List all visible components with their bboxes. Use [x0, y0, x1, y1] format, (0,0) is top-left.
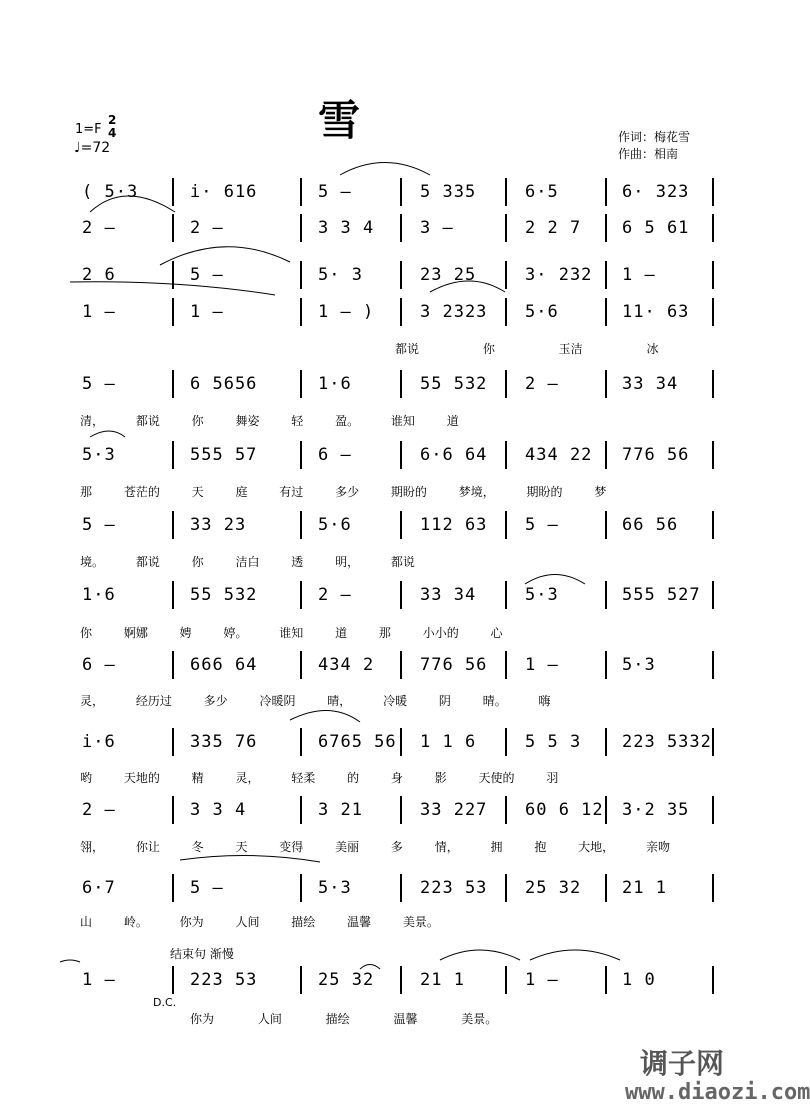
bar-line	[172, 370, 174, 398]
bar-line	[172, 728, 174, 756]
bar-line	[300, 370, 302, 398]
bar-line	[605, 261, 607, 289]
measure-notes: 5· 3	[318, 265, 363, 285]
bar-line	[712, 261, 714, 289]
measure-notes: 6 5656	[190, 374, 258, 394]
bar-line	[300, 511, 302, 539]
bar-line	[712, 581, 714, 609]
bar-line	[400, 298, 402, 326]
bar-line	[172, 441, 174, 469]
measure-notes: 21 1	[420, 970, 465, 990]
score-row	[0, 970, 790, 1010]
bar-line	[605, 581, 607, 609]
measure-notes: 434 22	[525, 445, 593, 465]
bar-line	[400, 966, 402, 994]
time-signature	[108, 114, 116, 140]
tempo-marking	[74, 140, 110, 156]
measure-notes: 5·3	[82, 445, 116, 465]
measure-notes: 5 –	[82, 374, 116, 394]
measure-notes: 223 5332	[622, 732, 712, 752]
bar-line	[300, 581, 302, 609]
measure-notes: 5·6	[318, 515, 352, 535]
bar-line	[400, 261, 402, 289]
lyric-line: 哟 天地的 精 灵， 轻柔 的 身 影 天使的 羽	[80, 771, 559, 785]
measure-notes: 3· 232	[525, 265, 593, 285]
measure-notes: 555 57	[190, 445, 258, 465]
measure-notes: 60 6 12	[525, 800, 604, 820]
bar-line	[172, 261, 174, 289]
measure-notes: 6765 56	[318, 732, 397, 752]
score-row	[0, 265, 790, 305]
bar-line	[712, 966, 714, 994]
measure-notes: 5·3	[525, 585, 559, 605]
measure-notes: 3 2323	[420, 302, 488, 322]
bar-line	[400, 581, 402, 609]
bar-line	[605, 966, 607, 994]
measure-notes: 1·6	[318, 374, 352, 394]
bar-line	[605, 214, 607, 242]
bar-line	[505, 178, 507, 206]
lyric-line: 境。 都说 你 洁白 透 明， 都说	[80, 555, 415, 569]
bar-line	[400, 178, 402, 206]
lyric-line: 都说 你 玉洁 冰	[395, 342, 659, 356]
measure-notes: 776 56	[622, 445, 690, 465]
lyric-line: 山 岭。 你为 人间 描绘 温馨 美景。	[80, 915, 439, 929]
bar-line	[505, 796, 507, 824]
quarter-note-icon: ♩	[74, 140, 81, 156]
measure-notes: 6· 323	[622, 182, 690, 202]
measure-notes: 776 56	[420, 655, 488, 675]
measure-notes: 555 527	[622, 585, 701, 605]
measure-notes: 223 53	[190, 970, 258, 990]
bar-line	[300, 728, 302, 756]
measure-notes: 66 56	[622, 515, 679, 535]
measure-notes: i· 616	[190, 182, 258, 202]
bar-line	[605, 511, 607, 539]
bar-line	[400, 370, 402, 398]
bar-line	[172, 651, 174, 679]
bar-line	[505, 370, 507, 398]
measure-notes: 3·2 35	[622, 800, 690, 820]
measure-notes: 6 –	[82, 655, 116, 675]
measure-notes: 2 –	[525, 374, 559, 394]
measure-notes: 1 –	[190, 302, 224, 322]
bar-line	[712, 441, 714, 469]
measure-notes: 6 5 61	[622, 218, 690, 238]
measure-notes: 1 0	[622, 970, 656, 990]
measure-notes: 3 3 4	[318, 218, 375, 238]
measure-notes: 6·5	[525, 182, 559, 202]
bar-line	[712, 511, 714, 539]
measure-notes: 11· 63	[622, 302, 690, 322]
bar-line	[505, 441, 507, 469]
bar-line	[505, 214, 507, 242]
measure-notes: 5 –	[318, 182, 352, 202]
key-signature: 1=F	[75, 122, 102, 137]
bar-line	[605, 651, 607, 679]
measure-notes: 5·6	[525, 302, 559, 322]
measure-notes: 5 –	[525, 515, 559, 535]
bar-line	[505, 261, 507, 289]
lyric-line: 你 婀娜 娉 婷。 谁知 道 那 小小的 心	[80, 626, 503, 640]
bar-line	[172, 874, 174, 902]
measure-notes: 112 63	[420, 515, 488, 535]
bar-line	[505, 581, 507, 609]
bar-line	[172, 581, 174, 609]
measure-notes: 1 – )	[318, 302, 375, 322]
measure-notes: 2 –	[82, 218, 116, 238]
measure-notes: 3 3 4	[190, 800, 247, 820]
score-row	[0, 182, 790, 222]
bar-line	[300, 966, 302, 994]
lyricist-credit: 作词：梅花雪	[618, 130, 691, 144]
bar-line	[300, 874, 302, 902]
score-row	[0, 515, 790, 555]
bar-line	[712, 178, 714, 206]
score-row	[0, 732, 790, 772]
measure-notes: 5·3	[622, 655, 656, 675]
bar-line	[505, 966, 507, 994]
measure-notes: 1 –	[525, 655, 559, 675]
bar-line	[505, 874, 507, 902]
lyric-line: 灵， 经历过 多少 冷暖阴 晴， 冷暖 阴 晴。 嗨	[80, 694, 551, 708]
score-row	[0, 218, 790, 258]
measure-notes: 5 –	[190, 878, 224, 898]
bar-line	[712, 796, 714, 824]
bar-line	[300, 796, 302, 824]
score-row	[0, 585, 790, 625]
score-row	[0, 374, 790, 414]
bar-line	[172, 298, 174, 326]
ending-instruction: 结束句 渐慢	[170, 947, 234, 961]
measure-notes: 1·6	[82, 585, 116, 605]
measure-notes: 23 25	[420, 265, 477, 285]
score-row	[0, 445, 790, 485]
measure-notes: 434 2	[318, 655, 375, 675]
measure-notes: 55 532	[190, 585, 258, 605]
bar-line	[400, 651, 402, 679]
measure-notes: i·6	[82, 732, 116, 752]
bar-line	[712, 370, 714, 398]
lyric-line: 翎， 你让 冬 天 变得 美丽 多 情， 拥 抱 大地， 亲吻	[80, 840, 670, 854]
bar-line	[172, 178, 174, 206]
measure-notes: 335 76	[190, 732, 258, 752]
tempo-value: =72	[80, 140, 111, 156]
bar-line	[605, 874, 607, 902]
bar-line	[300, 214, 302, 242]
bar-line	[400, 511, 402, 539]
time-top: 2	[108, 113, 117, 127]
lyric-line: 你为 人间 描绘 温馨 美景。	[190, 1012, 498, 1026]
bar-line	[505, 298, 507, 326]
lyric-line: 那 苍茫的 天 庭 有过 多少 期盼的 梦境， 期盼的 梦	[80, 485, 607, 499]
measure-notes: 2 –	[318, 585, 352, 605]
bar-line	[712, 728, 714, 756]
measure-notes: 55 532	[420, 374, 488, 394]
bar-line	[300, 441, 302, 469]
measure-notes: 33 23	[190, 515, 247, 535]
measure-notes: 2 –	[82, 800, 116, 820]
score-row	[0, 878, 790, 918]
bar-line	[172, 796, 174, 824]
watermark-url: www.diaozi.com	[625, 1080, 810, 1105]
measure-notes: 1 –	[82, 302, 116, 322]
measure-notes: 21 1	[622, 878, 667, 898]
measure-notes: 2 2 7	[525, 218, 582, 238]
bar-line	[300, 298, 302, 326]
measure-notes: 6·7	[82, 878, 116, 898]
measure-notes: 2 6	[82, 265, 116, 285]
bar-line	[605, 298, 607, 326]
bar-line	[712, 651, 714, 679]
measure-notes: 5 335	[420, 182, 477, 202]
bar-line	[400, 214, 402, 242]
bar-line	[172, 511, 174, 539]
bar-line	[300, 178, 302, 206]
measure-notes: 33 34	[420, 585, 477, 605]
bar-line	[172, 966, 174, 994]
measure-notes: 1 –	[82, 970, 116, 990]
bar-line	[605, 796, 607, 824]
dc-marking: D.C.	[153, 996, 177, 1009]
measure-notes: 5 –	[190, 265, 224, 285]
measure-notes: 1 –	[622, 265, 656, 285]
measure-notes: 1 –	[525, 970, 559, 990]
measure-notes: 3 –	[420, 218, 454, 238]
measure-notes: 33 34	[622, 374, 679, 394]
watermark-logo: 调子网	[640, 1047, 725, 1080]
bar-line	[505, 511, 507, 539]
bar-line	[400, 728, 402, 756]
composer-credit: 作曲：相南	[618, 147, 679, 161]
measure-notes: 223 53	[420, 878, 488, 898]
score-row	[0, 655, 790, 695]
bar-line	[712, 214, 714, 242]
measure-notes: 666 64	[190, 655, 258, 675]
bar-line	[400, 441, 402, 469]
score-row	[0, 800, 790, 840]
bar-line	[505, 728, 507, 756]
bar-line	[605, 178, 607, 206]
bar-line	[400, 796, 402, 824]
measure-notes: 3 21	[318, 800, 363, 820]
measure-notes: 6·6 64	[420, 445, 488, 465]
lyric-line: 清， 都说 你 舞姿 轻 盈。 谁知 道	[80, 414, 459, 428]
bar-line	[712, 298, 714, 326]
measure-notes: 25 32	[525, 878, 582, 898]
bar-line	[505, 651, 507, 679]
measure-notes: 33 227	[420, 800, 488, 820]
bar-line	[300, 651, 302, 679]
measure-notes: 1 1 6	[420, 732, 477, 752]
measure-notes: 6 –	[318, 445, 352, 465]
measure-notes: 5 –	[82, 515, 116, 535]
bar-line	[400, 874, 402, 902]
bar-line	[300, 261, 302, 289]
measure-notes: 5·3	[318, 878, 352, 898]
bar-line	[605, 441, 607, 469]
bar-line	[172, 214, 174, 242]
measure-notes: 25 32	[318, 970, 375, 990]
bar-line	[605, 370, 607, 398]
bar-line	[712, 874, 714, 902]
measure-notes: 5 5 3	[525, 732, 582, 752]
measure-notes: 2 –	[190, 218, 224, 238]
song-title: 雪	[318, 96, 361, 145]
score-row	[0, 302, 790, 342]
time-bottom: 4	[108, 126, 117, 140]
bar-line	[605, 728, 607, 756]
measure-notes: ( 5·3	[82, 182, 139, 202]
